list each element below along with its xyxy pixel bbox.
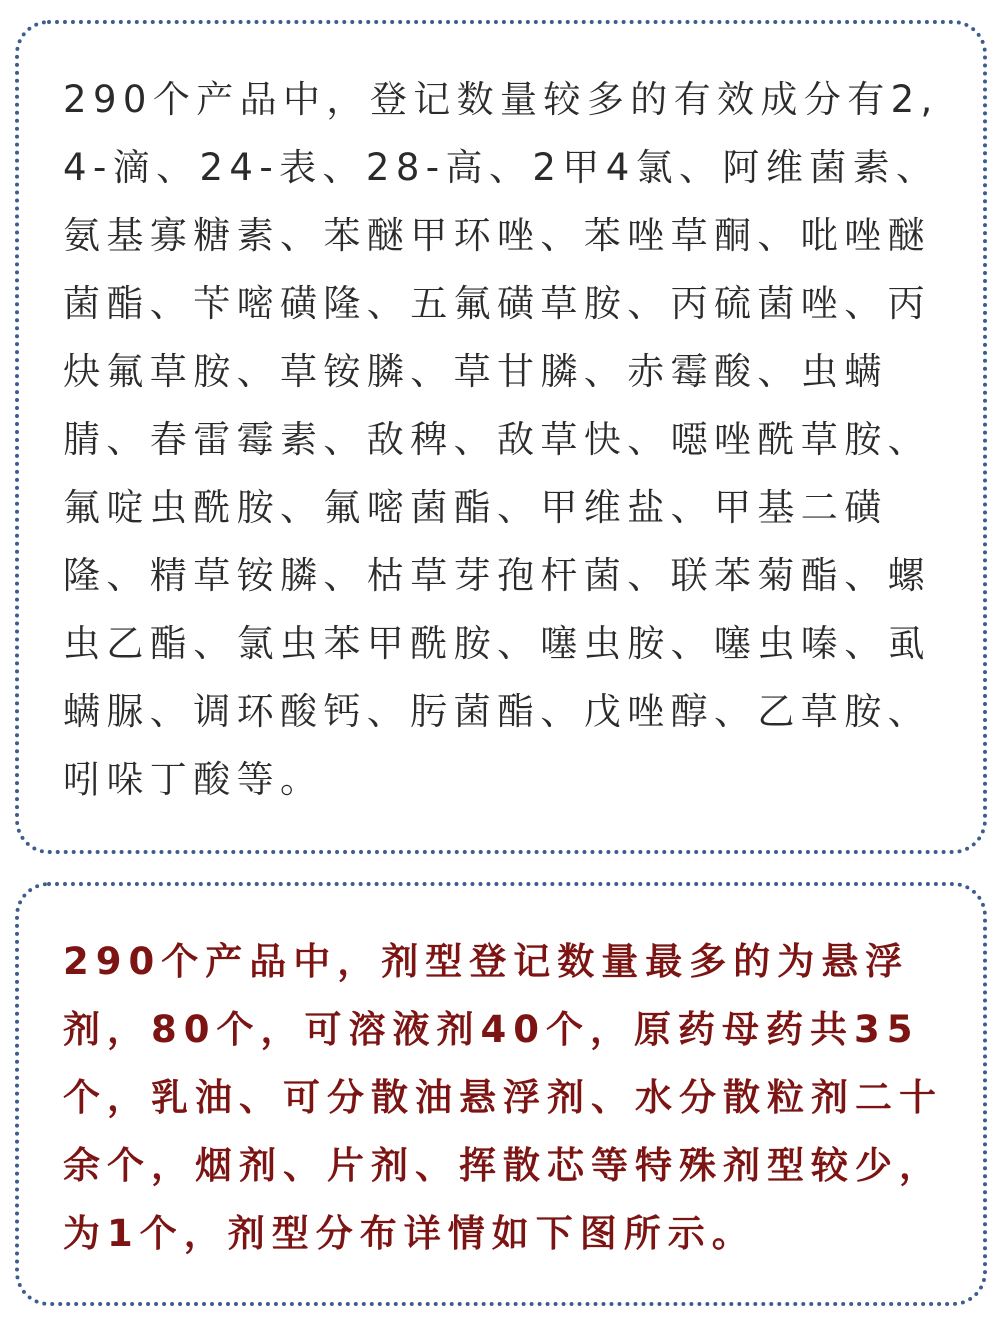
formulations-paragraph: 290个产品中，剂型登记数量最多的为悬浮剂，80个，可溶液剂40个，原药母药共35个，乳油、可分散油悬浮剂、水分散粒剂二十余个，烟剂、片剂、挥散芯等特殊剂型较少，为1个，剂型分布详情如下图所示。 <box>63 940 943 1255</box>
ingredients-paragraph: 290个产品中，登记数量较多的有效成分有2,4-滴、24-表、28-高、2甲4氯、阿维菌素、氨基寡糖素、苯醚甲环唑、苯唑草酮、吡唑醚菌酯、苄嘧磺隆、五氟磺草胺、丙硫菌唑、丙炔氟草胺、草铵膦、草甘膦、赤霉酸、虫螨腈、春雷霉素、敌稗、敌草快、噁唑酰草胺、氟啶虫酰胺、氟嘧菌酯、甲维盐、甲基二磺隆、精草铵膦、枯草芽孢杆菌、联苯菊酯、螺虫乙酯、氯虫苯甲酰胺、噻虫胺、噻虫嗪、虱螨脲、调环酸钙、肟菌酯、戊唑醇、乙草胺、吲哚丁酸等。 <box>63 78 940 801</box>
formulations-card <box>15 882 987 1306</box>
ingredients-card <box>15 20 987 854</box>
